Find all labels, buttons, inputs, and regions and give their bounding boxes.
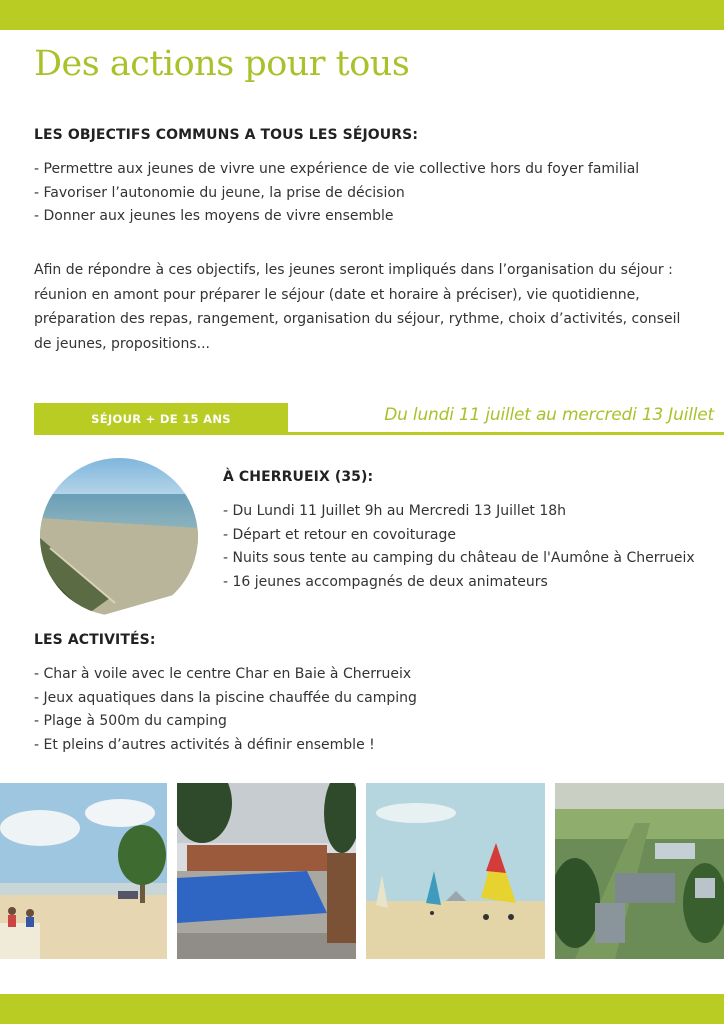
stay-details-list <box>223 500 695 594</box>
sand-yachting-photo <box>366 783 545 959</box>
location-heading: À CHERRUEIX (35): <box>223 469 374 485</box>
activities-heading: LES ACTIVITÉS: <box>34 632 156 648</box>
stay-date-range: Du lundi 11 juillet au mercredi 13 Juillet <box>384 405 714 425</box>
objectives-heading: LES OBJECTIFS COMMUNS A TOUS LES SÉJOURS: <box>34 127 419 143</box>
stay-detail-item: - Départ et retour en covoiturage <box>223 526 456 543</box>
objective-item: - Permettre aux jeunes de vivre une expérience de vie collective hors du foyer familial <box>34 161 640 177</box>
objective-item: - Favoriser l’autonomie du jeune, la prise de décision <box>34 184 405 201</box>
stay-detail-item: - Nuits sous tente au camping du château de l'Aumône à Cherrueix <box>223 550 695 566</box>
beach-picnic-photo <box>0 783 167 959</box>
activities-list <box>34 663 417 757</box>
objectives-paragraph: Afin de répondre à ces objectifs, les jeunes seront impliqués dans l’organisation du séjour : réunion en amont pour préparer le séjour (date et horaire à préciser), vie quotidienne, préparation des repas, rangement, organisation du séjour, rythme, choix d’activités, conseil de jeunes, propositions... <box>34 262 681 352</box>
top-accent-band <box>0 0 724 30</box>
objective-item: - Donner aux jeunes les moyens de vivre ensemble <box>34 208 394 224</box>
activity-item: - Char à voile avec le centre Char en Baie à Cherrueix <box>34 666 412 682</box>
activity-item: - Et pleins d’autres activités à définir ensemble ! <box>34 736 375 753</box>
section-divider <box>34 432 724 435</box>
stay-age-label: SÉJOUR + DE 15 ANS <box>34 403 288 434</box>
heated-pool-photo <box>177 783 356 959</box>
aerial-coast-photo <box>40 458 198 616</box>
stay-detail-item: - Du Lundi 11 Juillet 9h au Mercredi 13 Juillet 18h <box>223 503 567 519</box>
activity-item: - Jeux aquatiques dans la piscine chauffée du camping <box>34 689 417 706</box>
page-title: Des actions pour tous <box>34 44 410 84</box>
activity-item: - Plage à 500m du camping <box>34 713 227 729</box>
stay-detail-item: - 16 jeunes accompagnés de deux animateurs <box>223 573 548 590</box>
bottom-accent-band <box>0 994 724 1024</box>
objectives-list <box>34 158 639 229</box>
chateau-aerial-photo <box>555 783 724 959</box>
